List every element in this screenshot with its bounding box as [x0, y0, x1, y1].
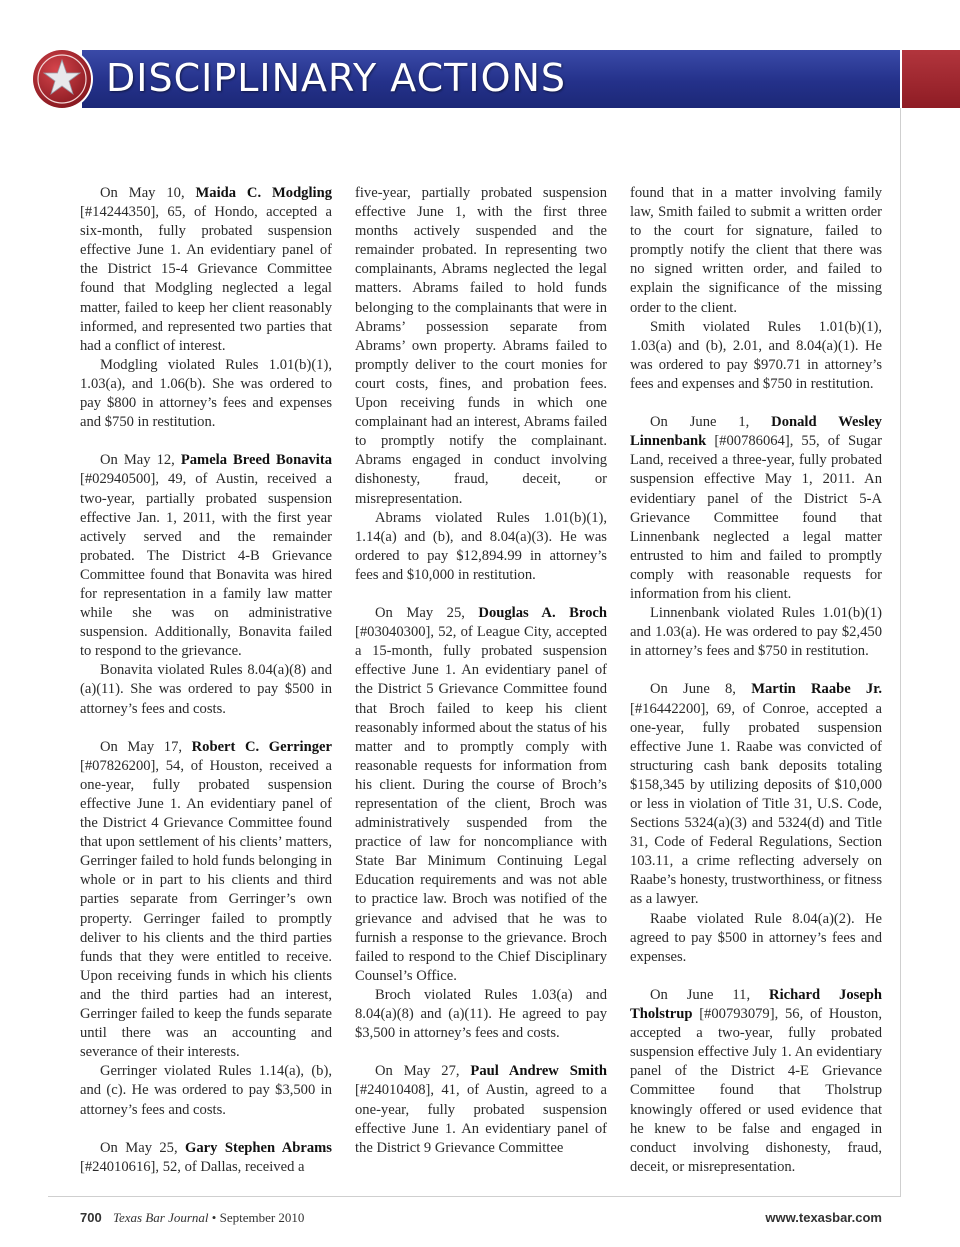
article-column-2 — [355, 184, 607, 1158]
article-column-1 — [80, 184, 332, 1177]
article-paragraph — [630, 604, 882, 661]
article-paragraph — [630, 910, 882, 967]
entry-date-lead: On June 11, — [650, 986, 770, 1003]
article-paragraph — [80, 184, 332, 356]
entry-text: Broch violated Rules 1.03(a) and 8.04(a)(8) and (a)(11). He agreed to pay $3,500 in attorney’s fees and costs. — [355, 986, 607, 1042]
article-paragraph — [80, 661, 332, 718]
entry-text: found that in a matter involving family law, Smith failed to submit a written order to the court for signature, failed to promptly notify the client that there was no signed written order, and failed to explain the significance of the missing order to the client. — [630, 185, 882, 316]
page-frame-bottom — [48, 1196, 901, 1197]
article-paragraph — [355, 184, 607, 509]
attorney-name: Gary Stephen Abrams — [185, 1139, 332, 1156]
entry-text: Raabe violated Rule 8.04(a)(2). He agreed to pay $500 in attorney’s fees and expenses. — [630, 910, 882, 965]
page-footer — [80, 1210, 882, 1228]
article-paragraph — [630, 413, 882, 604]
article-paragraph — [630, 986, 882, 1177]
entry-date-lead: On May 27, — [375, 1063, 471, 1080]
entry-text: [#16442200], 69, of Conroe, accepted a one-year, fully probated suspension effective June 1. Raabe was convicted of structuring cash bank deposits totaling $158,345 by utilizing deposits of $10,000 or less in violation of Title 31, U.S. Code, Sections 5324(a)(3) and 5324(d) and Title 31, Code of Federal Regulations, Section 103.11, a crime reflecting adversely on Raabe’s honesty, trustworthiness, or fitness as a lawyer. — [630, 700, 882, 908]
website-link[interactable]: www.texasbar.com — [765, 1210, 882, 1225]
entry-date-lead: On May 17, — [100, 738, 192, 755]
article-paragraph — [355, 604, 607, 986]
article-paragraph — [355, 509, 607, 585]
entry-date-lead: On June 1, — [650, 414, 772, 431]
article-paragraph — [80, 1139, 332, 1177]
attorney-name: Donald Wesley Linnenbank — [630, 414, 882, 450]
entry-text: [#03040300], 52, of League City, accepted a 15-month, fully probated suspension effective June 1. An evidentiary panel of the District 5 Grievance Committee found that Broch failed to keep his client reasonably informed about the status of his matter and to promptly comply with reasonable requests for information from his client. During the course of Broch’s representation of the client, Broch was administratively suspended from the practice of law for noncompliance with State Bar Minimum Continuing Legal Education requirements and was not able to practice law. Broch was notified of the grievance and advised that he was to furnish a response to the grievance. Broch failed to respond to the Chief Disciplinary Counsel’s Office. — [355, 624, 607, 984]
entry-text: Smith violated Rules 1.01(b)(1), 1.03(a) and (b), 2.01, and 8.04(a)(1). He was ordered to pay $970.71 in attorney’s fees and expenses and $750 in restitution. — [630, 318, 882, 392]
entry-text: [#14244350], 65, of Hondo, accepted a six-month, fully probated suspension effective June 1. An evidentiary panel of the District 15-4 Grievance Committee found that Modgling neglected a legal matter, failed to keep her client reasonably informed, and represented two parties that had a conflict of interest. — [80, 204, 332, 354]
entry-text: Gerringer violated Rules 1.14(a), (b), and (c). He was ordered to pay $3,500 in attorney’s fees and costs. — [80, 1063, 332, 1118]
entry-text: Modgling violated Rules 1.01(b)(1), 1.03(a), and 1.06(b). She was ordered to pay $800 in attorney’s fees and expenses and $750 in restitution. — [80, 356, 332, 431]
issue-date: September 2010 — [219, 1210, 305, 1225]
footer-separator: • — [211, 1210, 217, 1225]
entry-text: five-year, partially probated suspension effective June 1, with the first three months actively suspended and the remainder probated. In representing two complainants, Abrams neglected the legal matters. Abrams failed to hold funds belonging to the complainants that were in Abrams’ possession separate from Abrams’ own property. Abrams failed to promptly deliver to the court monies for court costs, fines, and probation fees. Upon receiving funds in which one complainant had an interest, Abrams failed to promptly notify the complainant. Abrams engaged in conduct involving dishonesty, fraud, deceit, or misrepresentation. — [355, 185, 607, 507]
entry-text: [#24010616], 52, of Dallas, received a — [80, 1158, 305, 1175]
entry-date-lead: On May 10, — [100, 185, 196, 201]
attorney-name: Richard Joseph Tholstrup — [630, 986, 883, 1023]
attorney-name: Douglas A. Broch — [478, 605, 607, 622]
article-paragraph — [80, 1062, 332, 1119]
entry-date-lead: On May 25, — [100, 1139, 186, 1156]
entry-date-lead: On May 25, — [375, 605, 479, 622]
texas-star-seal-icon — [30, 47, 94, 111]
article-paragraph — [80, 738, 332, 1063]
entry-date-lead: On June 8, — [650, 681, 752, 698]
article-paragraph — [355, 986, 607, 1043]
entry-text: [#24010408], 41, of Austin, agreed to a one-year, fully probated suspension effective June 1. An evidentiary panel of the District 9 Grievance Committee — [355, 1082, 607, 1156]
article-paragraph — [355, 1062, 607, 1157]
attorney-name: Maida C. Modgling — [195, 185, 333, 201]
entry-text: Bonavita violated Rules 8.04(a)(8) and (a)(11). She was ordered to pay $500 in attorney’s fees and costs. — [80, 662, 332, 717]
page-frame-right — [900, 108, 901, 1196]
attorney-name: Martin Raabe Jr. — [751, 681, 883, 698]
journal-name: Texas Bar Journal — [112, 1210, 209, 1225]
attorney-name: Robert C. Gerringer — [191, 738, 332, 755]
article-paragraph — [630, 318, 882, 394]
entry-text: [#02940500], 49, of Austin, received a two-year, partially probated suspension effective Jan. 1, 2011, with the first year actively served and the remainder probated. The District 4-B Grievance Committee found that Bonavita was hired for representation in a family law matter while she was on administrative suspension. Additionally, Bonavita failed to respond to the grievance. — [80, 471, 332, 660]
banner-red-edge — [902, 50, 960, 108]
entry-text: [#00793079], 56, of Houston, accepted a two-year, fully probated suspension effective July 1. An evidentiary panel of the District 4-E Grievance Committee found that Tholstrup knowingly offered or used evidence that he knew to be false and engaged in conduct involving dishonesty, fraud, deceit, or misrepresentation. — [630, 1006, 882, 1175]
entry-text: Abrams violated Rules 1.01(b)(1), 1.14(a) and (b), and 8.04(a)(3). He was ordered to pay $12,894.99 in attorney’s fees and $10,000 in restitution. — [355, 509, 607, 583]
article-column-3 — [630, 184, 882, 1177]
attorney-name: Pamela Breed Bonavita — [180, 452, 332, 469]
article-paragraph — [80, 451, 332, 661]
section-banner — [82, 50, 900, 108]
page-number: 700 — [80, 1210, 102, 1225]
section-title: DISCIPLINARY ACTIONS — [106, 56, 567, 100]
attorney-name: Paul Andrew Smith — [470, 1063, 607, 1080]
article-paragraph — [630, 680, 882, 909]
entry-text: [#07826200], 54, of Houston, received a one-year, fully probated suspension effective June 1. An evidentiary panel of the District 4 Grievance Committee found that upon settlement of his clients’ matters, Gerringer failed to hold funds belonging in whole or in part to his clients and third parties separate from Gerringer’s own property. Gerringer failed to promptly deliver to his clients and the third parties funds that they were entitled to receive. Upon receiving funds in which his clients and the third parties had an interest, Gerringer failed to keep the funds separate until there was an accounting and severance of their interests. — [80, 757, 332, 1061]
entry-text: Linnenbank violated Rules 1.01(b)(1) and 1.03(a). He was ordered to pay $2,450 in attorney’s fees and $750 in restitution. — [630, 605, 882, 660]
article-paragraph — [80, 356, 332, 432]
entry-date-lead: On May 12, — [100, 452, 181, 469]
article-paragraph — [630, 184, 882, 318]
entry-text: [#00786064], 55, of Sugar Land, received a three-year, fully probated suspension effective May 1, 2011. An evidentiary panel of the District 5-A Grievance Committee found that Linnenbank neglected a legal matter entrusted to him and failed to promptly comply with reasonable requests for information from his client. — [630, 433, 882, 602]
